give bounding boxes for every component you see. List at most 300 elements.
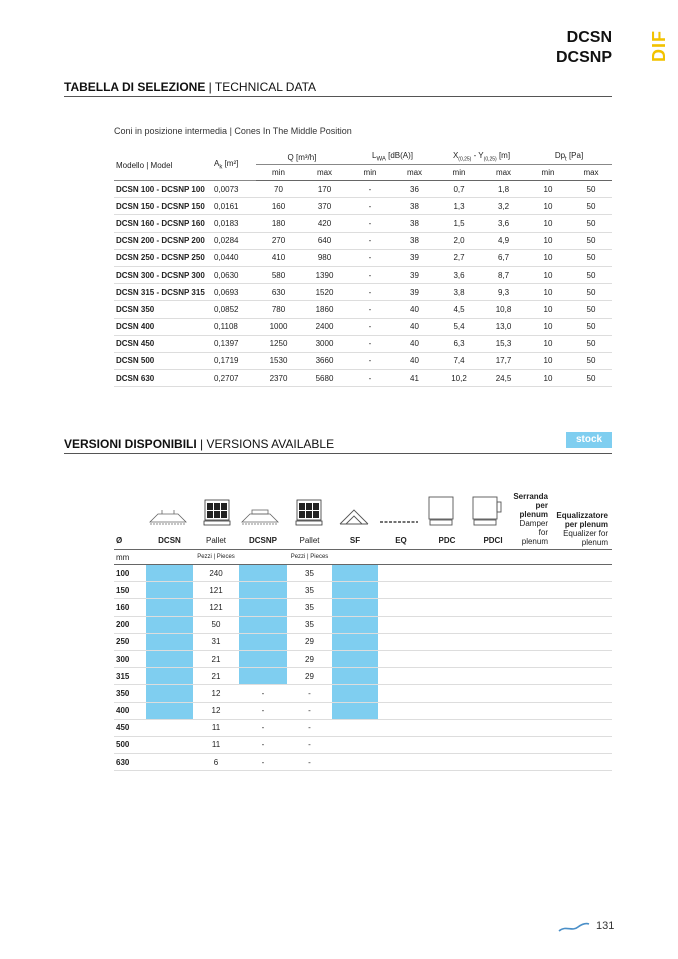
- model-title-line2: DCSNP: [555, 49, 612, 66]
- table-cell: 50: [570, 352, 612, 369]
- table-cell: 39: [392, 266, 437, 283]
- table-cell: 6,3: [437, 335, 481, 352]
- table-cell: [424, 565, 470, 582]
- col-header-dp: $Dp_t$ [Pa]: [526, 150, 612, 165]
- table-cell: [146, 650, 193, 667]
- table-cell: 50: [570, 198, 612, 215]
- section-title-versions: [64, 437, 334, 451]
- wave-logo-icon: [558, 921, 590, 933]
- table-cell: [562, 685, 612, 702]
- table-cell: [332, 685, 378, 702]
- table-cell: 0,0440: [212, 249, 256, 266]
- table-cell: 50: [570, 284, 612, 301]
- col-header-xy: $X_{(0,25)} - Y_{(0,25)}$ [m]: [437, 150, 526, 165]
- table-cell: 3000: [301, 335, 348, 352]
- table-cell: 2,7: [437, 249, 481, 266]
- table-cell: [146, 754, 193, 771]
- table-cell: [146, 633, 193, 650]
- table-cell: 780: [256, 301, 301, 318]
- table-cell: 39: [392, 249, 437, 266]
- section-title-rest: | VERSIONS AVAILABLE: [196, 437, 335, 451]
- table-cell: 40: [392, 335, 437, 352]
- table-cell: -: [348, 215, 392, 232]
- table-cell: [562, 668, 612, 685]
- table-cell: [424, 599, 470, 616]
- table-cell: -: [287, 702, 332, 719]
- col-header-ak: $A_k$ [m²]: [212, 150, 256, 181]
- table-cell: -: [239, 736, 287, 753]
- table-cell: 40: [392, 301, 437, 318]
- table-cell: 10: [526, 352, 570, 369]
- table-row: [114, 633, 612, 650]
- table-cell: [424, 668, 470, 685]
- sf-icon: [338, 506, 370, 528]
- damper-header-it: Serranda per plenum: [513, 492, 548, 519]
- table-cell: -: [239, 685, 287, 702]
- table-cell: [516, 633, 562, 650]
- col-header-dcsnp: DCSNP: [239, 532, 287, 550]
- table-cell: [378, 702, 424, 719]
- table-cell: [424, 754, 470, 771]
- table-cell: [424, 702, 470, 719]
- table-cell: 10: [526, 215, 570, 232]
- table-row: [114, 266, 612, 283]
- table-cell: 0,2707: [212, 370, 256, 387]
- table-cell: 300: [114, 650, 146, 667]
- table-cell: 160: [114, 599, 146, 616]
- table-cell: 50: [193, 616, 239, 633]
- table-cell: [562, 754, 612, 771]
- table-cell: 7,4: [437, 352, 481, 369]
- section-divider: [64, 453, 612, 454]
- col-header-equalizer: [562, 532, 612, 550]
- table-cell: [239, 633, 287, 650]
- table-cell: [146, 685, 193, 702]
- table-cell: -: [348, 181, 392, 198]
- table-cell: -: [348, 335, 392, 352]
- section-title-technical-data: [64, 80, 316, 94]
- page-number: 131: [596, 920, 615, 932]
- col-sub-min: min: [526, 165, 570, 181]
- table-cell: 15,3: [481, 335, 526, 352]
- table-cell: 150: [114, 582, 146, 599]
- table-row: [114, 719, 612, 736]
- table-cell: 31: [193, 633, 239, 650]
- table-cell: -: [348, 370, 392, 387]
- table-cell: 50: [570, 232, 612, 249]
- table-cell: 40: [392, 352, 437, 369]
- table-cell: [332, 582, 378, 599]
- table-cell: [239, 565, 287, 582]
- table-row: [114, 616, 612, 633]
- table-row: [114, 668, 612, 685]
- table-cell: 9,3: [481, 284, 526, 301]
- table-cell: -: [348, 249, 392, 266]
- table-cell: [378, 599, 424, 616]
- table-cell: 1000: [256, 318, 301, 335]
- table-cell: 38: [392, 198, 437, 215]
- col-header-eq: EQ: [378, 532, 424, 550]
- table-cell: 315: [114, 668, 146, 685]
- section-title-bold: TABELLA DI SELEZIONE: [64, 80, 206, 94]
- table-cell: [424, 685, 470, 702]
- table-cell: 11: [193, 719, 239, 736]
- table-cell: [378, 616, 424, 633]
- table-cell: [424, 582, 470, 599]
- table-cell: 10,8: [481, 301, 526, 318]
- model-title: [556, 28, 612, 68]
- table-cell: [516, 599, 562, 616]
- table-cell: 180: [256, 215, 301, 232]
- table-cell: [378, 633, 424, 650]
- table-cell: 410: [256, 249, 301, 266]
- dcsnp-diffuser-icon: [240, 508, 280, 526]
- col-header-damper: [516, 532, 562, 550]
- side-tab: [641, 0, 678, 82]
- table-cell: 0,0161: [212, 198, 256, 215]
- table-cell: 1,3: [437, 198, 481, 215]
- table-cell: [378, 582, 424, 599]
- table-cell: 3,8: [437, 284, 481, 301]
- table-cell: 38: [392, 232, 437, 249]
- table-cell: 10: [526, 335, 570, 352]
- equalizer-header-it: Equalizzatore per plenum: [556, 511, 608, 529]
- table-cell: [239, 668, 287, 685]
- table-cell: [562, 702, 612, 719]
- col-header-q: Q [m³/h]: [256, 150, 348, 165]
- table-cell: [332, 650, 378, 667]
- table-cell: 0,1108: [212, 318, 256, 335]
- table-cell: 0,0852: [212, 301, 256, 318]
- table-cell: 10: [526, 181, 570, 198]
- table-cell: [562, 599, 612, 616]
- table-cell: [332, 633, 378, 650]
- table-cell: 0,7: [437, 181, 481, 198]
- table-cell: -: [287, 685, 332, 702]
- table-cell: [332, 719, 378, 736]
- table-cell: 2400: [301, 318, 348, 335]
- table-cell: -: [348, 284, 392, 301]
- table-cell: 50: [570, 266, 612, 283]
- col-sub-max: max: [570, 165, 612, 181]
- table-cell: 50: [570, 301, 612, 318]
- table-cell: 4,9: [481, 232, 526, 249]
- table-cell: 41: [392, 370, 437, 387]
- table-cell: [516, 582, 562, 599]
- table-cell: [146, 565, 193, 582]
- col-header-pdci: PDCI: [470, 532, 516, 550]
- table-cell: 5680: [301, 370, 348, 387]
- table-cell: [146, 599, 193, 616]
- section-title-rest: | TECHNICAL DATA: [205, 80, 317, 94]
- col-header-diameter: Ø: [114, 532, 146, 550]
- col-header-pallet: Pallet: [287, 532, 332, 550]
- table-cell: [516, 736, 562, 753]
- col-header-lwa: $L_{WA}$ [dB(A)]: [348, 150, 437, 165]
- table-cell: [470, 633, 516, 650]
- table-cell: 200: [114, 616, 146, 633]
- table-cell: [470, 685, 516, 702]
- table-cell: [332, 754, 378, 771]
- table-cell: [332, 736, 378, 753]
- table-row: [114, 736, 612, 753]
- col-header-dcsn: DCSN: [146, 532, 193, 550]
- table-cell: 10: [526, 198, 570, 215]
- table-cell: [332, 565, 378, 582]
- table-cell: -: [239, 719, 287, 736]
- table-cell: -: [348, 232, 392, 249]
- table-row: [114, 370, 612, 387]
- dcsn-diffuser-icon: [148, 508, 188, 526]
- table-cell: -: [348, 318, 392, 335]
- table-cell: 10: [526, 370, 570, 387]
- table-cell: 0,1397: [212, 335, 256, 352]
- table-cell: [516, 685, 562, 702]
- table-cell: [516, 565, 562, 582]
- table-cell: 10: [526, 284, 570, 301]
- table-cell: [239, 616, 287, 633]
- table-cell: [146, 668, 193, 685]
- table-cell: DCSN 100 - DCSNP 100: [114, 181, 212, 198]
- table-row: [114, 565, 612, 582]
- table-cell: [378, 719, 424, 736]
- table-cell: 350: [114, 685, 146, 702]
- stock-badge: stock: [566, 432, 612, 448]
- table-cell: 12: [193, 685, 239, 702]
- table-cell: 10: [526, 318, 570, 335]
- table-cell: [332, 702, 378, 719]
- pallet-icon: [203, 498, 231, 528]
- table-cell: 11: [193, 736, 239, 753]
- table-cell: [516, 702, 562, 719]
- table-cell: 1250: [256, 335, 301, 352]
- table-cell: 1390: [301, 266, 348, 283]
- table-cell: [470, 736, 516, 753]
- col-sub-min: min: [437, 165, 481, 181]
- table-row: [114, 284, 612, 301]
- table-cell: 36: [392, 181, 437, 198]
- table-cell: [424, 650, 470, 667]
- col-header-pdc: PDC: [424, 532, 470, 550]
- table-cell: DCSN 150 - DCSNP 150: [114, 198, 212, 215]
- table-cell: 29: [287, 633, 332, 650]
- table-cell: 1530: [256, 352, 301, 369]
- table-cell: [516, 754, 562, 771]
- table-cell: 0,0284: [212, 232, 256, 249]
- table-cell: -: [287, 719, 332, 736]
- table-row: [114, 702, 612, 719]
- table-cell: [562, 565, 612, 582]
- table-cell: DCSN 630: [114, 370, 212, 387]
- versions-table: [114, 532, 612, 771]
- table-cell: 121: [193, 582, 239, 599]
- table-cell: -: [348, 198, 392, 215]
- table-cell: DCSN 200 - DCSNP 200: [114, 232, 212, 249]
- pieces-label: Pezzi | Pieces: [193, 550, 239, 565]
- table-cell: 0,0693: [212, 284, 256, 301]
- table-cell: -: [348, 266, 392, 283]
- pdc-plenum-icon: [426, 494, 456, 528]
- table-cell: 630: [256, 284, 301, 301]
- table-cell: [424, 616, 470, 633]
- table-cell: DCSN 450: [114, 335, 212, 352]
- table-cell: DCSN 160 - DCSNP 160: [114, 215, 212, 232]
- col-sub-min: min: [256, 165, 301, 181]
- table-cell: [562, 650, 612, 667]
- table-cell: 2,0: [437, 232, 481, 249]
- table-cell: 630: [114, 754, 146, 771]
- eq-icon: [378, 516, 420, 526]
- table-cell: 2370: [256, 370, 301, 387]
- table-cell: 29: [287, 650, 332, 667]
- table-cell: [378, 565, 424, 582]
- table-row: [114, 754, 612, 771]
- table-row: [114, 352, 612, 369]
- table-cell: 50: [570, 215, 612, 232]
- table-row: [114, 318, 612, 335]
- table-cell: 50: [570, 181, 612, 198]
- col-sub-max: max: [301, 165, 348, 181]
- table-cell: 270: [256, 232, 301, 249]
- damper-header-en: Damper for plenum: [519, 519, 548, 546]
- table-cell: 580: [256, 266, 301, 283]
- table-cell: 0,0183: [212, 215, 256, 232]
- table-cell: [146, 616, 193, 633]
- table-cell: [378, 736, 424, 753]
- table-cell: [424, 736, 470, 753]
- table-cell: -: [287, 754, 332, 771]
- table-cell: 1,5: [437, 215, 481, 232]
- table-cell: [146, 719, 193, 736]
- table-cell: [562, 736, 612, 753]
- table-caption: Coni in posizione intermedia | Cones In The Middle Position: [114, 126, 352, 136]
- table-cell: 640: [301, 232, 348, 249]
- table-cell: DCSN 315 - DCSNP 315: [114, 284, 212, 301]
- table-cell: [562, 633, 612, 650]
- col-sub-max: max: [392, 165, 437, 181]
- table-cell: [239, 650, 287, 667]
- section-title-bold: VERSIONI DISPONIBILI: [64, 437, 197, 451]
- section-divider: [64, 96, 612, 97]
- table-cell: [516, 668, 562, 685]
- table-cell: [470, 754, 516, 771]
- table-cell: [470, 582, 516, 599]
- technical-data-table: [114, 150, 612, 387]
- table-cell: 240: [193, 565, 239, 582]
- pallet-icon: [295, 498, 323, 528]
- table-cell: [516, 650, 562, 667]
- table-cell: DCSN 500: [114, 352, 212, 369]
- table-cell: [424, 719, 470, 736]
- table-cell: [424, 633, 470, 650]
- col-sub-max: max: [481, 165, 526, 181]
- table-cell: [332, 599, 378, 616]
- table-cell: 170: [301, 181, 348, 198]
- table-cell: 29: [287, 668, 332, 685]
- table-cell: [470, 668, 516, 685]
- product-icons-row: [114, 490, 514, 530]
- table-cell: 13,0: [481, 318, 526, 335]
- table-cell: [146, 736, 193, 753]
- table-cell: 5,4: [437, 318, 481, 335]
- table-row: [114, 215, 612, 232]
- table-cell: [470, 599, 516, 616]
- table-cell: [239, 582, 287, 599]
- table-cell: 50: [570, 335, 612, 352]
- table-cell: [146, 702, 193, 719]
- table-cell: -: [348, 301, 392, 318]
- table-cell: [516, 719, 562, 736]
- col-header-pallet: Pallet: [193, 532, 239, 550]
- table-cell: 35: [287, 582, 332, 599]
- table-row: [114, 582, 612, 599]
- table-cell: [516, 616, 562, 633]
- table-cell: [562, 719, 612, 736]
- pieces-label: Pezzi | Pieces: [287, 550, 332, 565]
- table-cell: 21: [193, 650, 239, 667]
- table-cell: 70: [256, 181, 301, 198]
- table-cell: 4,5: [437, 301, 481, 318]
- table-cell: 0,1719: [212, 352, 256, 369]
- table-cell: 1,8: [481, 181, 526, 198]
- table-cell: [332, 668, 378, 685]
- table-cell: 0,0073: [212, 181, 256, 198]
- table-cell: [470, 650, 516, 667]
- table-cell: 0,0630: [212, 266, 256, 283]
- table-cell: 35: [287, 565, 332, 582]
- table-cell: 50: [570, 318, 612, 335]
- table-cell: 10: [526, 249, 570, 266]
- table-cell: 420: [301, 215, 348, 232]
- table-row: [114, 232, 612, 249]
- table-row: [114, 335, 612, 352]
- table-cell: 121: [193, 599, 239, 616]
- table-cell: 500: [114, 736, 146, 753]
- table-cell: 1520: [301, 284, 348, 301]
- table-cell: [470, 565, 516, 582]
- table-cell: [378, 685, 424, 702]
- table-row: [114, 599, 612, 616]
- table-cell: [146, 582, 193, 599]
- table-cell: DCSN 250 - DCSNP 250: [114, 249, 212, 266]
- equalizer-header-en: Equalizer for plenum: [563, 529, 608, 547]
- table-row: [114, 249, 612, 266]
- table-cell: 3,6: [481, 215, 526, 232]
- table-cell: -: [239, 702, 287, 719]
- table-cell: [378, 668, 424, 685]
- side-tab-label: DIF: [649, 30, 669, 62]
- table-cell: DCSN 300 - DCSNP 300: [114, 266, 212, 283]
- table-cell: DCSN 350: [114, 301, 212, 318]
- col-header-sf: SF: [332, 532, 378, 550]
- table-cell: 8,7: [481, 266, 526, 283]
- table-cell: 100: [114, 565, 146, 582]
- table-row: [114, 650, 612, 667]
- table-cell: [470, 702, 516, 719]
- table-cell: 10: [526, 232, 570, 249]
- table-cell: -: [239, 754, 287, 771]
- col-sub-min: min: [348, 165, 392, 181]
- table-cell: 6: [193, 754, 239, 771]
- table-row: [114, 198, 612, 215]
- table-row: [114, 181, 612, 198]
- table-cell: 12: [193, 702, 239, 719]
- table-cell: 3,6: [437, 266, 481, 283]
- table-cell: 38: [392, 215, 437, 232]
- table-cell: [562, 582, 612, 599]
- table-cell: 40: [392, 318, 437, 335]
- table-cell: [470, 616, 516, 633]
